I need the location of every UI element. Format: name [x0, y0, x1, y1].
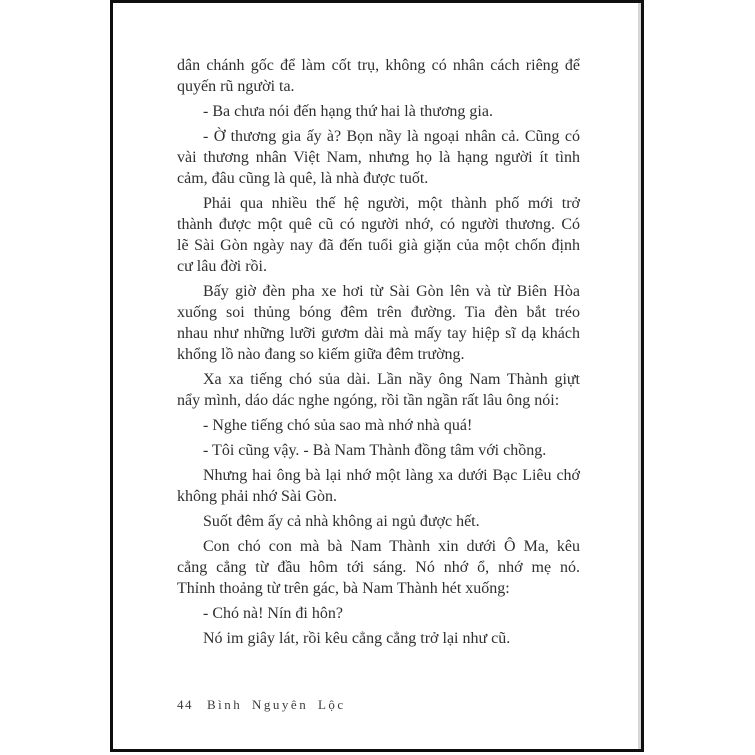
text-line: thành được một quê cũ có người nhớ, có người thương. Có — [177, 216, 580, 233]
paragraph — [177, 511, 580, 532]
paragraph — [177, 415, 580, 436]
paragraph — [177, 55, 580, 97]
text-line: Thỉnh thoảng từ trên gác, bà Nam Thành hét xuống: — [177, 580, 510, 597]
text-line: vài thương nhân Việt Nam, nhưng họ là hạng người ít tình — [177, 149, 580, 166]
text-block — [113, 3, 641, 653]
text-line: - Tôi cũng vậy. - Bà Nam Thành đồng tâm với chồng. — [203, 442, 547, 459]
paragraph — [177, 440, 580, 461]
text-line: - Nghe tiếng chó sủa sao mà nhớ nhà quá! — [203, 417, 473, 434]
book-page — [110, 0, 644, 752]
page-number: 44 — [177, 697, 193, 712]
page-footer — [177, 697, 346, 713]
text-line: Phải qua nhiều thế hệ người, một thành phố mới trở — [203, 195, 580, 212]
paragraph — [177, 369, 580, 411]
text-line: Suốt đêm ấy cả nhà không ai ngủ được hết. — [203, 513, 480, 530]
text-line: Con chó con mà bà Nam Thành xin dưới Ô Ma, kêu — [203, 538, 580, 555]
paragraph — [177, 603, 580, 624]
text-line: cẳng cẳng từ đầu hôm tới sáng. Nó nhớ ổ, nhớ mẹ nó. — [177, 559, 580, 576]
paragraph — [177, 193, 580, 277]
paragraph — [177, 536, 580, 599]
text-line: quyến rũ người ta. — [177, 78, 295, 95]
text-line: - Ờ thương gia ấy à? Bọn nầy là ngoại nhân cả. Cũng có — [203, 128, 580, 145]
text-line: khổng lồ nào đang so kiếm giữa đêm trường. — [177, 346, 465, 363]
text-line: Nhưng hai ông bà lại nhớ một làng xa dưới Bạc Liêu chớ — [203, 467, 580, 484]
paragraph — [177, 101, 580, 122]
text-line: Xa xa tiếng chó sủa dài. Lần nầy ông Nam Thành giựt — [203, 371, 580, 388]
text-line: cảm, đâu cũng là quê, là nhà được tuốt. — [177, 170, 429, 187]
author-name: Bình Nguyên Lộc — [207, 697, 346, 712]
text-line: cư lâu đời rồi. — [177, 258, 267, 275]
text-line: nhau như những lưỡi gươm dài mà mấy tay hiệp sĩ dạ khách — [177, 325, 580, 342]
text-line: xuống soi thủng bóng đêm trên đường. Tia đèn bắt tréo — [177, 304, 580, 321]
text-line: Bấy giờ đèn pha xe hơi từ Sài Gòn lên và từ Biên Hòa — [203, 283, 580, 300]
text-line: không phải nhớ Sài Gòn. — [177, 488, 338, 505]
text-line: Nó im giây lát, rồi kêu cẳng cẳng trở lại như cũ. — [203, 630, 511, 647]
paragraph — [177, 126, 580, 189]
paragraph — [177, 628, 580, 649]
text-line: nẩy mình, dáo dác nghe ngóng, rồi tần ngần rất lâu ông nói: — [177, 392, 560, 409]
paragraph — [177, 465, 580, 507]
text-line: lẽ Sài Gòn ngày nay đã đến tuổi già giặn của một chốn định — [177, 237, 580, 254]
paragraph — [177, 281, 580, 365]
text-line: - Ba chưa nói đến hạng thứ hai là thương gia. — [203, 103, 493, 120]
text-line: - Chó nà! Nín đi hôn? — [203, 605, 343, 622]
text-line: dân chánh gốc để làm cốt trụ, không có nhân cách riêng để — [177, 57, 580, 74]
